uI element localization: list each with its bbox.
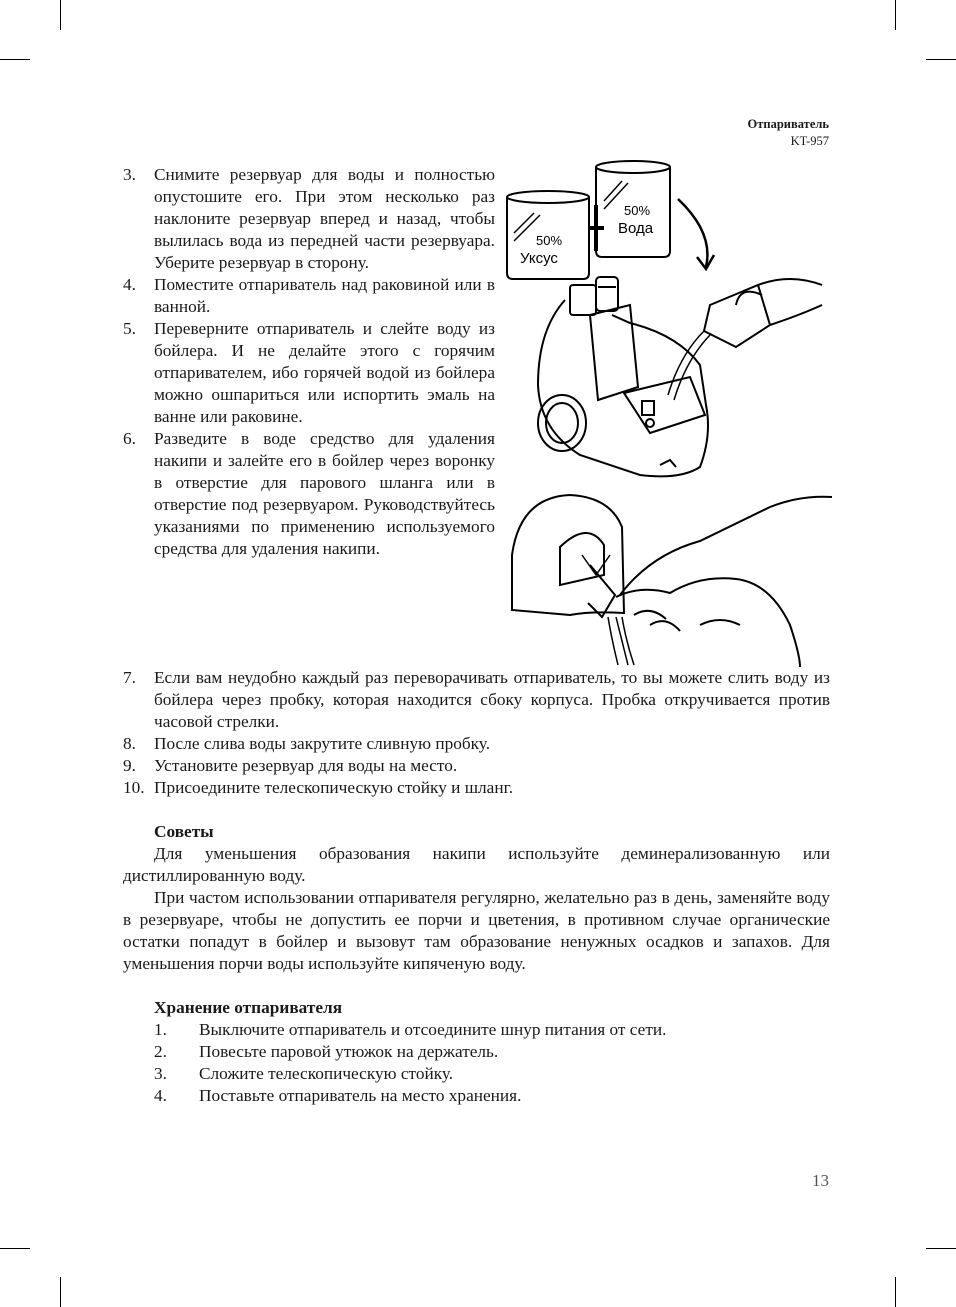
tips-paragraph-2: При частом использовании отпаривателя регулярно, желательно раз в день, заменяйте воду в резервуаре, чтобы не допустить ее порчи и цветения, в противном случае органические остатки попадут в бойлер и вызовут там образование ненужных осадков и запахов. Для уменьшения порчи воды используйте кипяченую воду. bbox=[123, 888, 830, 973]
vinegar-label: Уксус bbox=[520, 250, 558, 267]
item-text: Разведите в воде средство для удаления накипи и залейте его в бойлер через воронку в отверстие для парового шланга или в отверстие под резервуаром. Руководствуйтесь указаниями по применению используемого средства для удаления накипи. bbox=[154, 429, 495, 558]
storage-list bbox=[154, 1019, 834, 1107]
item-number: 7. bbox=[123, 668, 136, 687]
water-stream-icon bbox=[608, 617, 634, 665]
list-item bbox=[154, 1041, 834, 1063]
header-title: Отпариватель bbox=[747, 117, 829, 131]
page-number: 13 bbox=[812, 1171, 829, 1190]
item-text: Выключите отпариватель и отсоедините шнур питания от сети. bbox=[199, 1020, 667, 1039]
item-text: Сложите телескопическую стойку. bbox=[199, 1064, 454, 1083]
crop-mark bbox=[895, 1277, 896, 1307]
item-number: 2. bbox=[154, 1042, 167, 1061]
list-item bbox=[123, 318, 495, 428]
list-item bbox=[123, 274, 495, 318]
item-text: После слива воды закрутите сливную пробку. bbox=[154, 734, 491, 753]
vinegar-percent: 50% bbox=[536, 233, 563, 248]
running-header bbox=[748, 116, 829, 150]
item-number: 3. bbox=[123, 165, 136, 184]
item-number: 4. bbox=[123, 275, 136, 294]
storage-heading: Хранение отпаривателя bbox=[154, 998, 343, 1017]
list-item bbox=[123, 428, 495, 560]
item-number: 9. bbox=[123, 756, 136, 775]
crop-mark bbox=[60, 0, 61, 30]
list-item bbox=[123, 733, 830, 755]
item-text: Поместите отпариватель над раковиной или в ванной. bbox=[154, 275, 495, 316]
item-text: Установите резервуар для воды на место. bbox=[154, 756, 458, 775]
item-number: 10. bbox=[123, 778, 145, 797]
item-number: 8. bbox=[123, 734, 136, 753]
item-text: Переверните отпариватель и слейте воду из бойлера. И не делайте этого с горячим отпаривателем, ибо горячей водой из бойлера можно ошпариться или испортить эмаль на ванне или раковине. bbox=[154, 319, 495, 426]
item-number: 3. bbox=[154, 1064, 167, 1083]
crop-mark bbox=[0, 1248, 30, 1249]
crop-mark bbox=[0, 59, 30, 60]
list-item bbox=[154, 1063, 834, 1085]
item-text: Снимите резервуар для воды и полностью опустошите его. При этом несколько раз наклоните резервуар вперед и назад, чтобы вылилась вода из передней части резервуара. Уберите резервуар в сторону. bbox=[154, 165, 495, 272]
item-text: Если вам неудобно каждый раз переворачивать отпариватель, то вы можете слить воду из бойлера через пробку, которая находится сбоку корпуса. Пробка откручивается против часовой стрелки. bbox=[154, 668, 830, 731]
list-item bbox=[123, 755, 830, 777]
list-item bbox=[123, 164, 495, 274]
crop-mark bbox=[895, 0, 896, 30]
item-number: 1. bbox=[154, 1020, 167, 1039]
tips-paragraph-1: Для уменьшения образования накипи используйте деминерализованную или дистиллированную воду. bbox=[123, 844, 830, 885]
steps-list-top bbox=[123, 164, 495, 560]
item-number: 4. bbox=[154, 1086, 167, 1105]
tips-heading: Советы bbox=[154, 822, 214, 841]
item-number: 6. bbox=[123, 429, 136, 448]
item-text: Повесьте паровой утюжок на держатель. bbox=[199, 1042, 499, 1061]
crop-mark bbox=[60, 1277, 61, 1307]
drain-plug-icon bbox=[512, 495, 624, 617]
descaling-illustration bbox=[500, 155, 835, 667]
steps-list-bottom bbox=[123, 667, 830, 799]
crop-mark bbox=[926, 59, 956, 60]
item-text: Присоедините телескопическую стойку и шланг. bbox=[154, 778, 514, 797]
water-percent: 50% bbox=[624, 203, 651, 218]
crop-mark bbox=[926, 1248, 956, 1249]
list-item bbox=[123, 667, 830, 733]
pour-arrow-icon bbox=[678, 199, 714, 269]
water-label: Вода bbox=[618, 220, 654, 237]
list-item bbox=[154, 1019, 834, 1041]
list-item bbox=[154, 1085, 834, 1107]
list-item bbox=[123, 777, 830, 799]
item-text: Поставьте отпариватель на место хранения. bbox=[199, 1086, 522, 1105]
header-model: KT-957 bbox=[790, 134, 829, 148]
hand-unscrewing-icon bbox=[616, 497, 832, 667]
item-number: 5. bbox=[123, 319, 136, 338]
